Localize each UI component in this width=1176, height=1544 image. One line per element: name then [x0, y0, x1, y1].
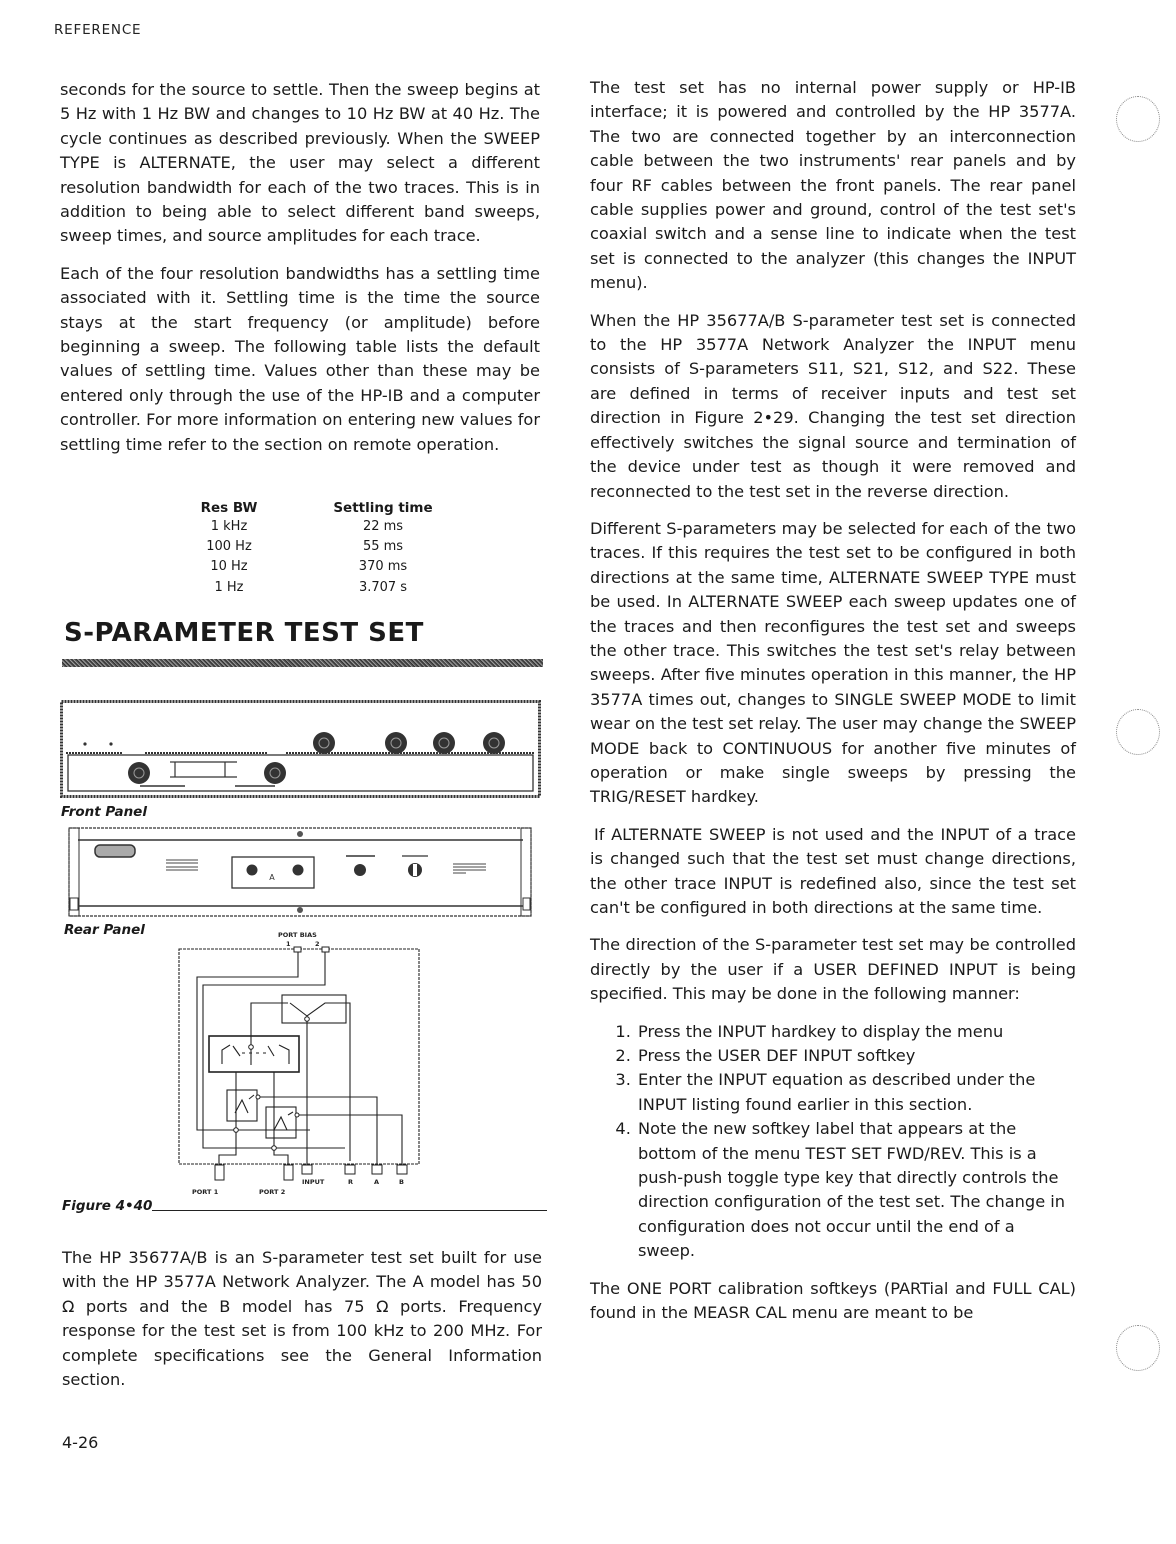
screw-icon [297, 831, 303, 837]
b-label: B [399, 1178, 404, 1186]
test-set-schematic [170, 925, 430, 1210]
bias-connector-icon [293, 865, 304, 876]
table-row [185, 517, 453, 537]
port-2-connector-icon [284, 1165, 293, 1180]
front-panel-label: Front Panel [61, 804, 147, 820]
directional-coupler-2-box [266, 1107, 296, 1138]
column-header-settling-time: Settling time [333, 500, 433, 516]
bias-connector-icon [247, 865, 258, 876]
paragraph: When the HP 35677A/B S-parameter test set is connected to the HP 3577A Network Analyzer the INPUT menu consists of S-parameters S11, S21, S12, and S22. These are defined in terms of receiver inputs and test set direction in Figure 2•29. Changing the test set direction effectively switches the signal source and termination of the device under test as though it were removed and reconnected to the test set in the reverse direction. [590, 310, 1076, 501]
port-1-label: PORT 1 [192, 1188, 219, 1196]
screw-icon [297, 907, 303, 913]
rf-connector-icon [313, 732, 335, 754]
binder-hole-icon [1116, 1325, 1160, 1371]
binder-hole-icon [1116, 96, 1160, 142]
interconnect-port-icon [95, 845, 135, 857]
paragraph: If ALTERNATE SWEEP is not used and the INPUT of a trace is changed such that the test set must change directions, the other trace INPUT is redefined also, since the test set can't be configured in both directions at the same time. [590, 824, 1076, 917]
section-title-rule [62, 659, 543, 667]
left-column [60, 78, 540, 457]
indicator-led-icon [109, 742, 112, 745]
rear-panel-drawing [68, 826, 533, 920]
paragraph: The direction of the S-parameter test set may be controlled directly by the user if a USER DEFINED INPUT is being specified. This may be done in the following manner: [590, 935, 1076, 1004]
section-title: S-PARAMETER TEST SET [64, 618, 424, 648]
settling-time-cell: 22 ms [362, 519, 404, 534]
connector-icon [354, 864, 366, 876]
port-1-connector-icon [128, 762, 150, 784]
list-item: 3. Enter the INPUT equation as described under the INPUT listing found earlier in this section. [636, 1068, 1076, 1117]
port-2-label: PORT 2 [259, 1188, 286, 1196]
a-connector-icon [372, 1165, 382, 1174]
figure-caption: Figure 4•40 [62, 1198, 153, 1214]
res-bw-cell: 10 Hz [210, 559, 248, 575]
rf-connector-icon [433, 732, 455, 754]
paragraph: Different S-parameters may be selected for each of the two traces. If this requires the test set to be configured in both directions at the same time, ALTERNATE SWEEP TYPE must be used. In ALTERNATE SWEEP each sweep updates one of the traces and then reconfigures the test set and sweeps the other trace. This switches the test set's relay between sweeps. After five minutes operation in this manner, the HP 3577A times out, changes to SINGLE SWEEP MODE to limit wear on the test set relay. The user may change the SWEEP MODE back to CONTINUOUS for another five minutes of operation or make single sweeps by pressing the TRIG/RESET hardkey. [590, 518, 1076, 807]
label-plate-icon [166, 860, 198, 870]
settling-time-table [185, 500, 453, 598]
input-connector-icon [302, 1165, 312, 1174]
rear-panel-label: Rear Panel [64, 922, 145, 938]
steps-list [590, 1020, 1076, 1264]
rf-connector-icon [483, 732, 505, 754]
list-item: 4. Note the new softkey label that appears at the bottom of the menu TEST SET FWD/REV. This is a push-push toggle type key that directly controls the direction configuration of the test set. The change in configuration does not occur until the end of a sweep. [636, 1117, 1076, 1263]
list-item: 1. Press the INPUT hardkey to display the menu [636, 1020, 1076, 1044]
directional-coupler-1-box [227, 1090, 257, 1121]
paragraph: seconds for the source to settle. Then the sweep begins at 5 Hz with 1 Hz BW and changes to 10 Hz BW at 40 Hz. The cycle continues as described previously. When the SWEEP TYPE is ALTERNATE, the user may select a different resolution bandwidth for each of the two traces. This is in addition to being able to select different band sweeps, sweep times, and source amplitudes for each trace. [60, 80, 540, 246]
port-2-connector-icon [264, 762, 286, 784]
paragraph: The test set has no internal power supply or HP-IB interface; it is powered and controlled by the HP 3577A. The two are connected together by an interconnection cable between the two instruments' rear panels and by four RF cables between the front panels. The rear panel cable supplies power and ground, control of the test set's coaxial switch and a sense line to indicate when the test set is connected to the analyzer (this changes the INPUT menu). [590, 78, 1076, 293]
table-row [185, 578, 453, 598]
res-bw-cell: 1 kHz [210, 519, 248, 534]
res-bw-cell: 1 Hz [214, 579, 244, 595]
label-plate-icon [453, 864, 486, 873]
bias-2-label: 2 [315, 940, 320, 948]
list-item: 2. Press the USER DEF INPUT softkey [636, 1044, 1076, 1068]
rf-connector-icon [385, 732, 407, 754]
binder-hole-icon [1116, 709, 1160, 755]
bridge-symbol-icon [170, 762, 237, 777]
r-label: R [348, 1178, 354, 1186]
column-header-res-bw: Res BW [200, 500, 258, 516]
paragraph: The HP 35677A/B is an S-parameter test set built for use with the HP 3577A Network Analyzer. The A model has 50 Ω ports and the B model has 75 Ω ports. Frequency response for the test set is from 100 kHz to 200 MHz. For complete specifications see the General Information section. [62, 1248, 542, 1390]
bias-1-label: 1 [286, 940, 291, 948]
r-connector-icon [345, 1165, 355, 1174]
left-column-bottom [62, 1246, 542, 1405]
settling-time-cell: 55 ms [362, 539, 404, 555]
paragraph: Each of the four resolution bandwidths has a settling time associated with it. Settling time is the time the source stays at the start frequency (or amplitude) before beginning a sweep. The following table lists the default values of settling time. Values other than these may be entered only through the use of the HP-IB and a computer controller. For more information on entering new values for settling time refer to the section on remote operation. [60, 263, 540, 454]
fuse-holder-icon [408, 863, 422, 877]
figure-caption-rule [152, 1210, 547, 1211]
port-bias-label: PORT BIAS [278, 931, 317, 939]
bias-port-2-icon [322, 947, 329, 952]
table-row [185, 537, 453, 557]
b-connector-icon [397, 1165, 407, 1174]
table-row [185, 557, 453, 577]
settling-time-cell: 370 ms [358, 559, 408, 575]
input-label: INPUT [302, 1178, 325, 1186]
paragraph: The ONE PORT calibration softkeys (PARTial and FULL CAL) found in the MEASR CAL menu are meant to be [590, 1278, 1076, 1323]
power-splitter-box [282, 995, 346, 1023]
bias-port-1-icon [294, 947, 301, 952]
running-head: REFERENCE [54, 22, 142, 38]
settling-time-cell: 3.707 s [358, 579, 408, 595]
front-panel-drawing [60, 700, 542, 800]
page-number: 4-26 [62, 1433, 99, 1452]
port-1-connector-icon [215, 1165, 224, 1180]
res-bw-cell: 100 Hz [206, 539, 252, 555]
right-column [590, 76, 1076, 1339]
table-header-row [185, 500, 453, 517]
svg-text:A: A [269, 873, 275, 882]
a-label: A [374, 1178, 380, 1186]
indicator-led-icon [83, 742, 86, 745]
